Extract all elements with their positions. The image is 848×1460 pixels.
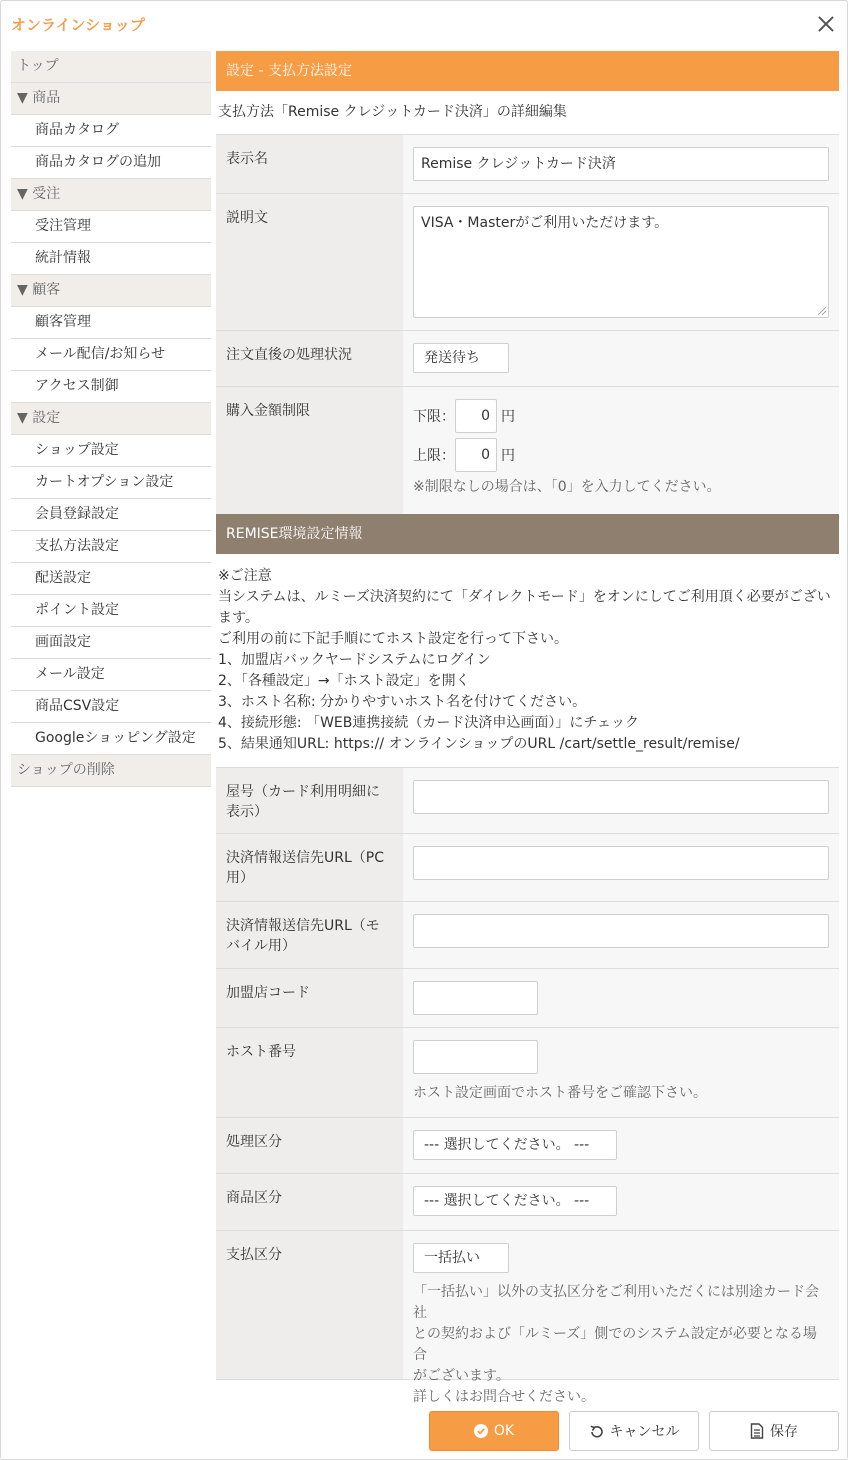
display-name-input[interactable]: Remise クレジットカード決済 [413, 147, 829, 181]
sidebar-item[interactable]: 受注管理 [11, 211, 211, 243]
row-description [216, 193, 839, 330]
payment-note-line: 詳しくはお問合せください。 [413, 1389, 595, 1405]
mobile-url-input[interactable] [413, 914, 829, 948]
lower-limit-label: 下限： [413, 409, 455, 425]
sidebar-item[interactable]: 画面設定 [11, 627, 211, 659]
cancel-label: キャンセル [609, 1424, 680, 1440]
description-label: 説明文 [216, 194, 403, 330]
payment-note-line: との契約および「ルミーズ」側でのシステム設定が必要となる場合 [413, 1326, 817, 1363]
purchase-limit-note: ※制限なしの場合は、「0」を入力してください。 [413, 479, 721, 495]
payment-note-line: 「一括払い」以外の支払区分をご利用いただくには別途カード会社 [413, 1284, 819, 1321]
sidebar-item[interactable]: 商品CSV設定 [11, 691, 211, 723]
remise-section-header: REMISE環境設定情報 [216, 514, 839, 554]
row-host-number [216, 1027, 839, 1117]
sidebar-item[interactable]: 支払方法設定 [11, 531, 211, 563]
pc-url-input[interactable] [413, 846, 829, 880]
info-line: 1、加盟店バックヤードシステムにログイン [218, 652, 491, 668]
purchase-limit-label: 購入金額制限 [216, 387, 403, 514]
resize-grip-icon[interactable] [818, 307, 826, 315]
order-status-select[interactable]: 発送待ち [413, 343, 509, 373]
sidebar-item[interactable]: ショップ設定 [11, 435, 211, 467]
window-title: オンラインショップ [11, 16, 145, 34]
sidebar-item[interactable]: ショップの削除 [11, 755, 211, 787]
host-number-note: ホスト設定画面でホスト番号をご確認下さい。 [413, 1085, 707, 1101]
dialog-footer [1, 1411, 847, 1451]
row-shop-name [216, 767, 839, 833]
sidebar-item[interactable]: 顧客管理 [11, 307, 211, 339]
info-line: ※ご注意 [218, 568, 272, 584]
payment-type-select[interactable]: 一括払い [413, 1243, 509, 1273]
process-type-label: 処理区分 [216, 1118, 403, 1173]
undo-icon [589, 1424, 604, 1439]
save-button[interactable] [709, 1411, 839, 1451]
main-content [216, 51, 839, 1405]
info-line: 3、ホスト名称: 分かりやすいホスト名を付けてください。 [218, 694, 587, 710]
page-header: 設定 - 支払方法設定 [216, 51, 839, 91]
mobile-url-label: 決済情報送信先URL（モバイル用） [216, 902, 403, 968]
sidebar-item[interactable]: トップ [11, 51, 211, 83]
process-type-select[interactable]: --- 選択してください。 --- [413, 1130, 617, 1160]
sidebar-item[interactable]: ▼ 設定 [11, 403, 211, 435]
lower-limit-unit: 円 [501, 409, 515, 425]
merchant-code-label: 加盟店コード [216, 969, 403, 1027]
sidebar-nav [11, 51, 211, 787]
sidebar-item[interactable]: メール設定 [11, 659, 211, 691]
description-textarea[interactable] [413, 206, 829, 318]
shop-name-input[interactable] [413, 780, 829, 814]
info-line: 5、結果通知URL: https:// オンラインショップのURL /cart/settle_result/remise/ [218, 736, 740, 752]
row-product-type [216, 1173, 839, 1230]
document-icon [750, 1423, 764, 1439]
row-order-status [216, 330, 839, 386]
product-type-label: 商品区分 [216, 1174, 403, 1230]
sidebar-item[interactable]: Googleショッピング設定 [11, 723, 211, 755]
product-type-select[interactable]: --- 選択してください。 --- [413, 1186, 617, 1216]
order-status-label: 注文直後の処理状況 [216, 331, 403, 386]
sidebar-item[interactable]: ポイント設定 [11, 595, 211, 627]
page-subtitle: 支払方法「Remise クレジットカード決済」の詳細編集 [218, 104, 567, 120]
row-display-name [216, 134, 839, 193]
upper-limit-unit: 円 [501, 448, 515, 464]
row-purchase-limit [216, 386, 839, 514]
sidebar-item[interactable]: メール配信/お知らせ [11, 339, 211, 371]
sidebar-item[interactable]: 商品カタログの追加 [11, 147, 211, 179]
info-line: 当システムは、ルミーズ決済契約にて「ダイレクトモード」をオンにしてご利用頂く必要がございます。 [218, 589, 831, 626]
pc-url-label: 決済情報送信先URL（PC用） [216, 834, 403, 901]
remise-info-text [216, 554, 839, 767]
description-text: VISA・Masterがご利用いただけます。 [421, 215, 669, 231]
info-line: 2、「各種設定」→「ホスト設定」を開く [218, 673, 470, 689]
row-process-type [216, 1117, 839, 1173]
cancel-button[interactable] [569, 1411, 699, 1451]
row-mobile-url [216, 901, 839, 968]
sidebar-item[interactable]: 配送設定 [11, 563, 211, 595]
upper-limit-label: 上限： [413, 448, 455, 464]
sidebar-item[interactable]: 統計情報 [11, 243, 211, 275]
merchant-code-input[interactable] [413, 981, 538, 1015]
info-line: ご利用の前に下記手順にてホスト設定を行って下さい。 [218, 631, 568, 647]
sidebar-item[interactable]: カートオプション設定 [11, 467, 211, 499]
row-payment-type [216, 1230, 839, 1405]
upper-limit-input[interactable]: 0 [455, 438, 497, 472]
sidebar-item[interactable]: 商品カタログ [11, 115, 211, 147]
shop-name-label: 屋号（カード利用明細に表示） [216, 768, 403, 833]
payment-type-note [413, 1282, 829, 1408]
save-label: 保存 [770, 1424, 798, 1440]
ok-label: OK [493, 1423, 515, 1439]
display-name-label: 表示名 [216, 135, 403, 193]
ok-button[interactable] [429, 1411, 559, 1451]
sidebar-item[interactable]: 会員登録設定 [11, 499, 211, 531]
lower-limit-input[interactable]: 0 [455, 399, 497, 433]
host-number-input[interactable] [413, 1040, 538, 1074]
payment-note-line: がございます。 [413, 1368, 510, 1384]
host-number-label: ホスト番号 [216, 1028, 403, 1117]
row-pc-url [216, 833, 839, 901]
sidebar-item[interactable]: ▼ 受注 [11, 179, 211, 211]
sidebar-item[interactable]: ▼ 商品 [11, 83, 211, 115]
info-line: 4、接続形態: 「WEB連携接続（カード決済申込画面）」にチェック [218, 715, 639, 731]
payment-type-label: 支払区分 [216, 1231, 403, 1379]
titlebar [1, 1, 847, 47]
row-merchant-code [216, 968, 839, 1027]
close-icon[interactable] [817, 15, 835, 33]
sidebar-item[interactable]: アクセス制御 [11, 371, 211, 403]
sidebar-item[interactable]: ▼ 顧客 [11, 275, 211, 307]
check-circle-icon [474, 1424, 488, 1438]
